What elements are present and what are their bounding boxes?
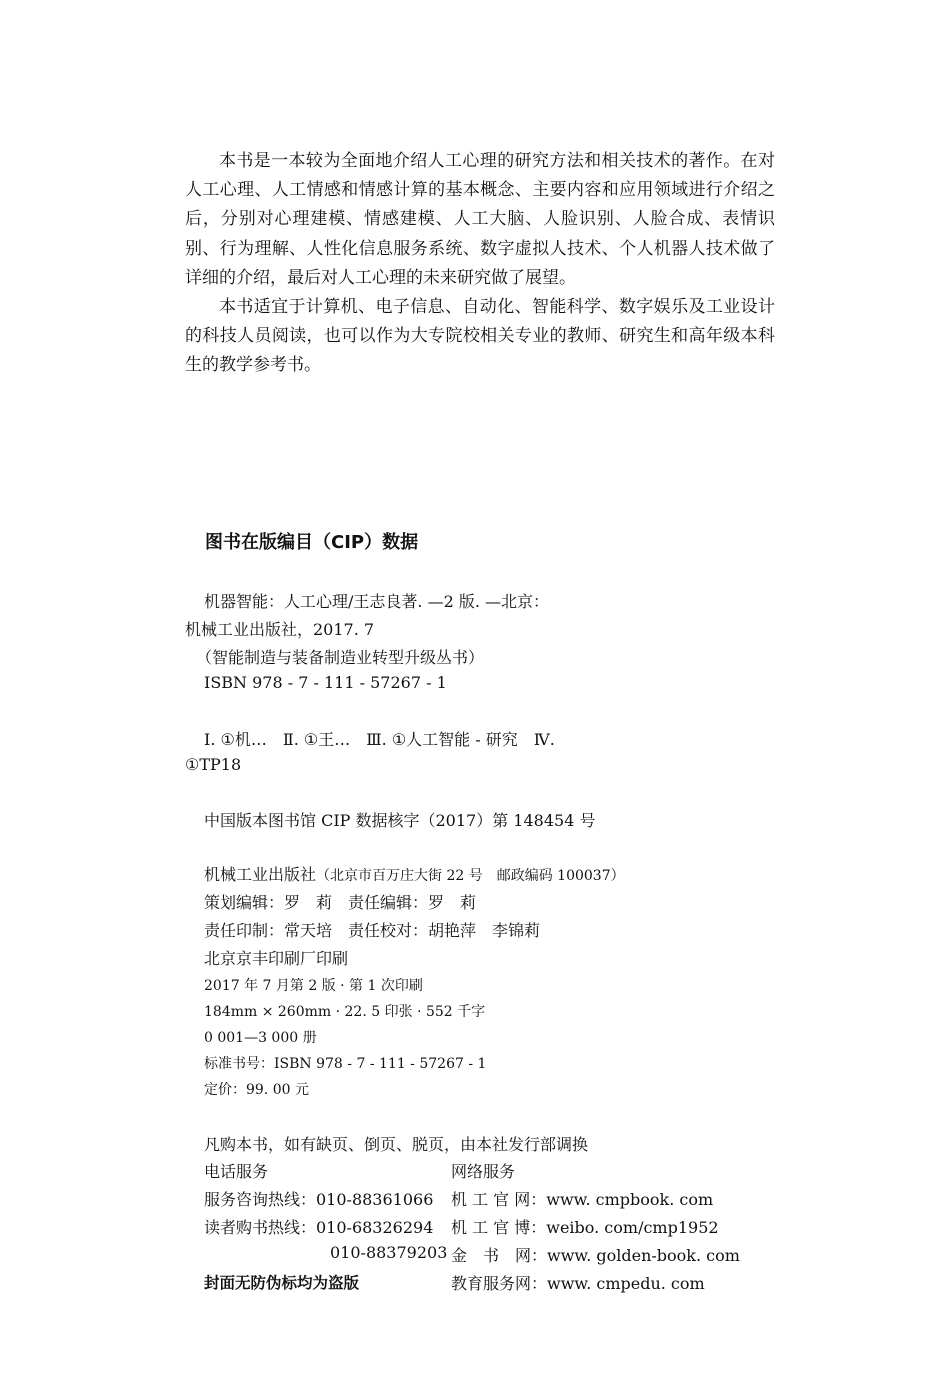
cip-line-3: （智能制造与装备制造业转型升级丛书） <box>196 648 485 667</box>
cip-line-1: 机器智能：人工心理/王志良著. —2 版. —北京： <box>204 592 550 611</box>
printer-line: 北京京丰印刷厂印刷 <box>204 949 349 968</box>
phone-service-header: 电话服务 <box>204 1162 269 1181</box>
web-golden-book: 金 书 网：www. golden-book. com <box>451 1246 740 1265</box>
publisher-name: 机械工业出版社 <box>204 865 317 884</box>
summary-paragraph-1: 本书是一本较为全面地介绍人工心理的研究方法和相关技术的著作。在对人工心理、人工情感和情感计算的基本概念、主要内容和应用领域进行介绍之后，分别对心理建模、情感建模、人工大脑、人脸识别、人脸合成、表情识别、行为理解、人性化信息服务系统、数字虚拟人技术、个人机器人技术做了详细的介绍，最后对人工心理的未来研究做了展望。 <box>185 151 775 288</box>
anti-counterfeit-notice: 封面无防伪标均为盗版 <box>204 1274 360 1292</box>
cip-classification-1: Ⅰ. ①机… Ⅱ. ①王… Ⅲ. ①人工智能 - 研究 Ⅳ. <box>204 730 555 749</box>
copies-line: 0 001—3 000 册 <box>204 1030 317 1046</box>
book-summary <box>185 147 775 381</box>
hotline-consult: 服务咨询热线：010-88361066 <box>204 1190 434 1209</box>
return-notice: 凡购本书，如有缺页、倒页、脱页，由本社发行部调换 <box>204 1135 589 1154</box>
hotline-purchase-2: 010-88379203 <box>330 1243 448 1262</box>
edition-line: 2017 年 7 月第 2 版 · 第 1 次印刷 <box>204 978 423 994</box>
proof-line: 责任印制：常天培 责任校对：胡艳萍 李锦莉 <box>204 921 541 940</box>
publisher-address: （北京市百万庄大街 22 号 邮政编码 100037） <box>316 868 625 884</box>
summary-paragraph-2: 本书适宜于计算机、电子信息、自动化、智能科学、数字娱乐及工业设计的科技人员阅读，也可以作为大专院校相关专业的教师、研究生和高年级本科生的教学参考书。 <box>185 297 775 376</box>
isbn-line: 标准书号：ISBN 978 - 7 - 111 - 57267 - 1 <box>204 1056 487 1072</box>
price-line: 定价：99. 00 元 <box>204 1082 309 1098</box>
publisher-line <box>204 862 625 885</box>
hotline-purchase: 读者购书热线：010-68326294 <box>204 1218 434 1237</box>
cip-line-isbn: ISBN 978 - 7 - 111 - 57267 - 1 <box>204 673 447 692</box>
web-service-header: 网络服务 <box>451 1162 516 1181</box>
cip-title: 图书在版编目（CIP）数据 <box>205 532 419 553</box>
web-official-weibo: 机 工 官 博：weibo. com/cmp1952 <box>451 1218 719 1237</box>
cip-line-2: 机械工业出版社，2017. 7 <box>185 620 375 639</box>
format-line: 184mm × 260mm · 22. 5 印张 · 552 千字 <box>204 1004 486 1020</box>
editors-line: 策划编辑：罗 莉 责任编辑：罗 莉 <box>204 893 477 912</box>
cip-classification-2: ①TP18 <box>185 755 242 774</box>
web-official-site: 机 工 官 网：www. cmpbook. com <box>451 1190 714 1209</box>
cip-record-number: 中国版本图书馆 CIP 数据核字（2017）第 148454 号 <box>204 811 596 830</box>
web-education-service: 教育服务网：www. cmpedu. com <box>451 1274 705 1293</box>
